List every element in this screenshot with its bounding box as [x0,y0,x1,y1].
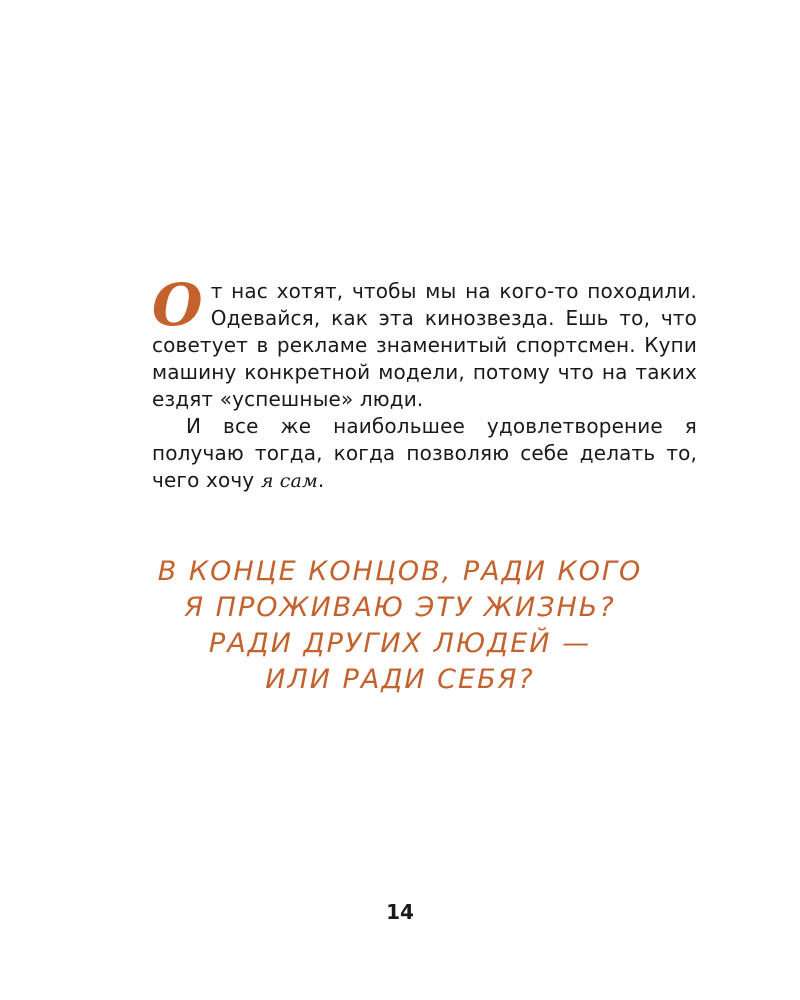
quote-line-3: РАДИ ДРУГИХ ЛЮДЕЙ — [208,628,592,659]
drop-cap: О [152,271,203,339]
quote-line-1: В КОНЦЕ КОНЦОВ, РАДИ КОГО [157,556,643,587]
quote-line-2: Я ПРОЖИВАЮ ЭТУ ЖИЗНЬ? [184,592,616,623]
paragraph-2 [152,413,697,495]
paragraph-2-emphasis: я сам [260,470,318,492]
pull-quote [150,554,650,698]
paragraph-1 [152,271,697,413]
quote-line-4: ИЛИ РАДИ СЕБЯ? [265,664,535,695]
paragraph-2-text: И все же наибольшее удовлетворение я получаю тогда, когда позволяю себе делать то, чего хочу [152,414,697,492]
body-text [152,271,697,495]
paragraph-2-end: . [317,468,325,492]
paragraph-1-text: т нас хотят, чтобы мы на кого-то походили. Одевайся, как эта кинозвезда. Ешь то, что советует в рекламе знаменитый спортсмен. Купи машину конкретной модели, потому что на таких ездят «успешные» люди. [152,279,697,411]
page-number: 14 [386,900,414,924]
